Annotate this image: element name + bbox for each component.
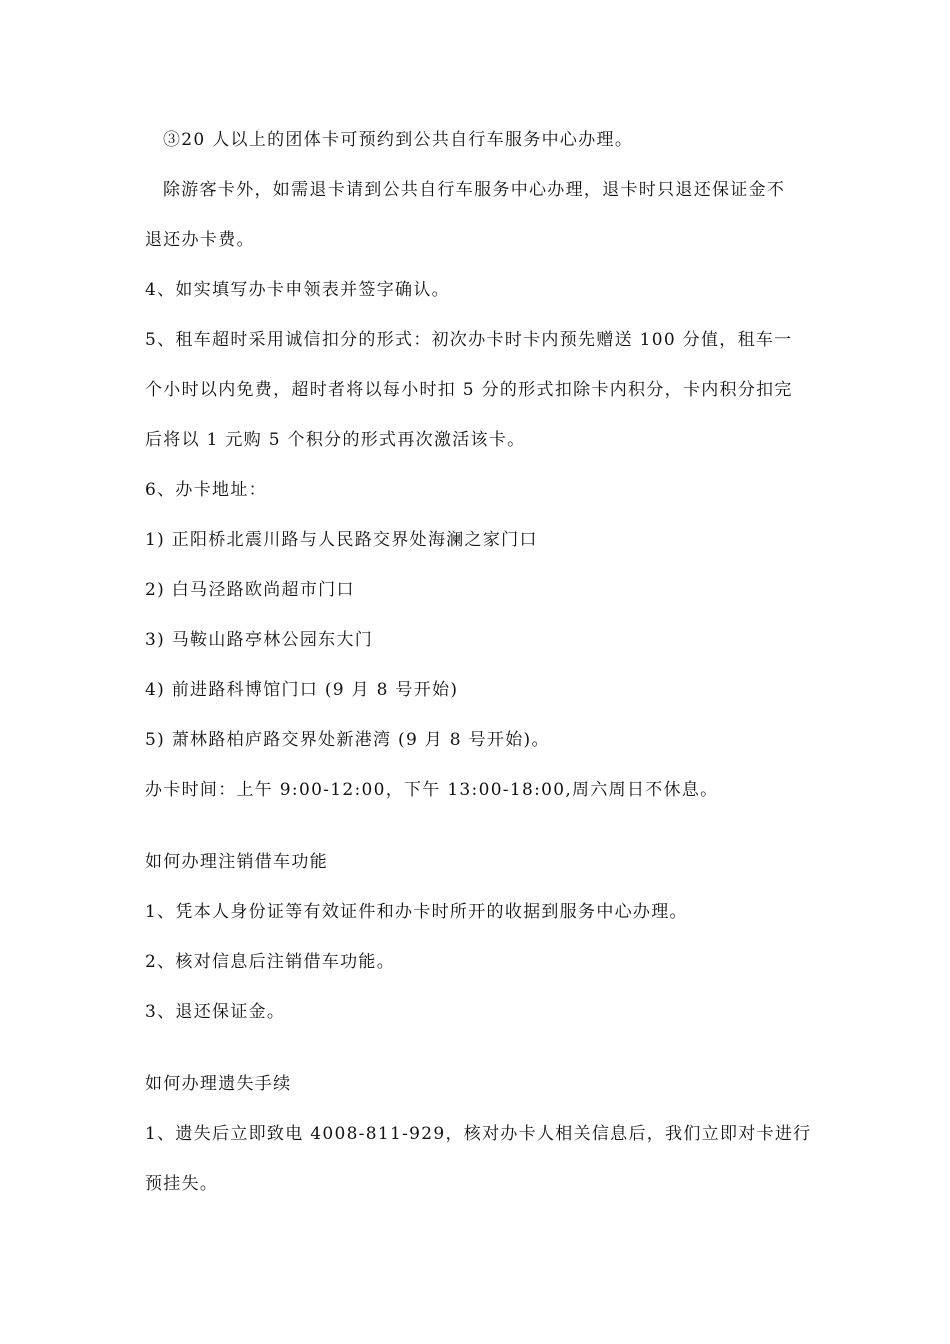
paragraph-item-5-line-3: 后将以 1 元购 5 个积分的形式再次激活该卡。	[145, 430, 526, 450]
paragraph-item-6-heading: 6、办卡地址：	[145, 480, 267, 500]
address-1: 1) 正阳桥北震川路与人民路交界处海澜之家门口	[145, 530, 538, 550]
paragraph-group-card: ③20 人以上的团体卡可预约到公共自行车服务中心办理。	[163, 130, 634, 150]
address-5: 5) 萧林路柏庐路交界处新港湾 (9 月 8 号开始)。	[145, 730, 550, 750]
paragraph-refund-line-1: 除游客卡外，如需退卡请到公共自行车服务中心办理，退卡时只退还保证金不	[163, 180, 786, 200]
section-heading-cancel: 如何办理注销借车功能	[145, 852, 328, 872]
paragraph-item-5-line-2: 个小时以内免费，超时者将以每小时扣 5 分的形式扣除卡内积分，卡内积分扣完	[145, 380, 793, 400]
paragraph-refund-line-2: 退还办卡费。	[145, 230, 255, 250]
lost-step-1-line-2: 预挂失。	[145, 1174, 219, 1194]
office-hours: 办卡时间：上午 9:00-12:00，下午 13:00-18:00,周六周日不休息。	[145, 780, 719, 800]
cancel-step-2: 2、核对信息后注销借车功能。	[145, 952, 396, 972]
paragraph-item-5-line-1: 5、租车超时采用诚信扣分的形式：初次办卡时卡内预先赠送 100 分值，租车一	[145, 330, 793, 350]
address-3: 3) 马鞍山路亭林公园东大门	[145, 630, 374, 650]
cancel-step-1: 1、凭本人身份证等有效证件和办卡时所开的收据到服务中心办理。	[145, 902, 688, 922]
cancel-step-3: 3、退还保证金。	[145, 1002, 286, 1022]
address-4: 4) 前进路科博馆门口 (9 月 8 号开始)	[145, 680, 459, 700]
address-2: 2) 白马泾路欧尚超市门口	[145, 580, 355, 600]
lost-step-1-line-1: 1、遗失后立即致电 4008-811-929，核对办卡人相关信息后，我们立即对卡进行	[145, 1124, 812, 1144]
paragraph-item-4: 4、如实填写办卡申领表并签字确认。	[145, 280, 450, 300]
section-heading-lost: 如何办理遗失手续	[145, 1074, 292, 1094]
